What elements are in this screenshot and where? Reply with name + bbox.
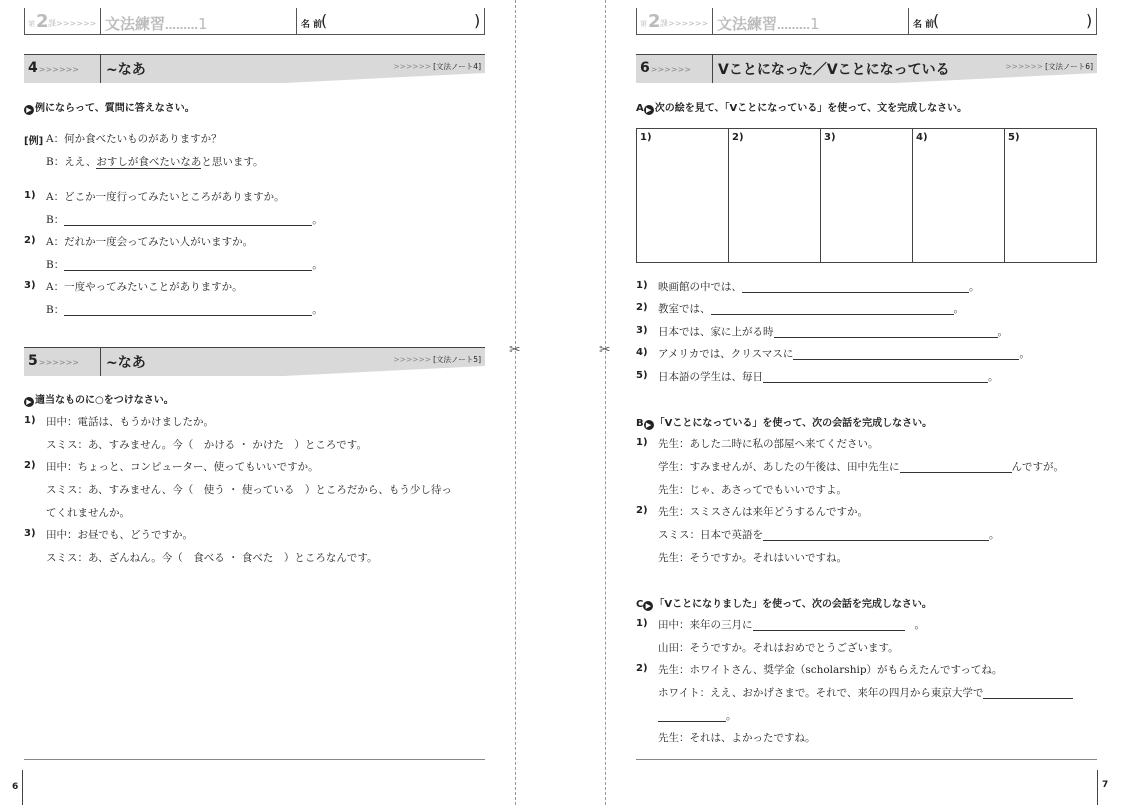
item-number: 3) (636, 325, 648, 336)
dialogue-line: ホワイト：ええ、おかげさまで。それで、来年の四月から東京大学で (658, 685, 1073, 700)
name-field-open[interactable]: ( (933, 11, 940, 30)
lesson-number: 2 (36, 11, 49, 32)
lesson-suffix: 課>>>>>> (48, 19, 97, 28)
item-number: 1) (636, 618, 648, 629)
dialogue-line: 先生：じゃ、あさってでもいいですよ。 (658, 484, 847, 496)
answer-blank[interactable] (64, 259, 312, 271)
picture-cell: 5) (1008, 132, 1020, 143)
dialogue-line: てくれませんか。 (46, 507, 130, 519)
footer-rule (24, 759, 485, 760)
example-tag: [例] (24, 136, 44, 147)
answer-blank[interactable] (711, 303, 954, 315)
sentence-line: アメリカでは、クリスマスに 。 (658, 348, 1030, 360)
name-field-close[interactable]: ) (1086, 11, 1093, 30)
dialogue-line: 先生：あした二時に私の部屋へ来てください。 (658, 438, 879, 450)
answer-blank[interactable] (774, 326, 998, 338)
answer-blank[interactable] (763, 529, 989, 541)
instruction-c: C ▶ 「Vことになりました」を使って、次の会話を完成しなさい。 (636, 599, 932, 610)
dialogue-line: 学生：すみませんが、あしたの午後は、田中先生に んですが。 (658, 461, 1064, 473)
dialogue-line: 。 (658, 708, 737, 723)
item-number: 2) (24, 235, 36, 246)
item-number: 2) (636, 302, 648, 313)
worksheet-title: 文法練習………1 (713, 8, 909, 34)
sentence-line: 映画館の中では、 。 (658, 281, 980, 293)
section-number: 6>>>>>> (640, 60, 691, 76)
page-number: 7 (1102, 780, 1109, 790)
dialogue-line: 先生：それは、よかったですね。 (658, 732, 816, 744)
dialogue-line: 先生：スミスさんは来年どうするんですか。 (658, 506, 868, 518)
section-title: ~なあ (106, 355, 146, 371)
answer-blank[interactable] (64, 214, 312, 226)
dialogue-line: 先生：ホワイトさん、奨学金（scholarship）がもらえたんですってね。 (658, 664, 1003, 676)
name-field-close[interactable]: ) (474, 11, 481, 30)
item-number: 2) (636, 505, 648, 516)
dialogue-line: スミス：あ、すみません。今（ かける ・ かけた ）ところです。 (46, 439, 367, 451)
lesson-suffix: 課>>>>>> (660, 19, 709, 28)
page-header (636, 8, 1097, 35)
section-number: 4>>>>>> (28, 60, 79, 76)
picture-cell: 1) (637, 129, 729, 262)
answer-blank[interactable] (983, 687, 1073, 699)
answer-blank[interactable] (64, 304, 312, 316)
picture-grid (636, 128, 1097, 263)
name-label: 名 前 (913, 20, 935, 30)
name-label: 名 前 (301, 20, 323, 30)
answer-b: B： 。 (46, 214, 323, 226)
dialogue-line: 田中：電話は、もうかけましたか。 (46, 416, 214, 428)
instruction-a: A ▶ 次の絵を見て、「Vことになっている」を使って、文を完成しなさい。 (636, 103, 968, 114)
dialogue-line: 田中：来年の三月に 。 (658, 619, 925, 631)
sentence-line: 日本語の学生は、毎日 。 (658, 371, 999, 383)
section-title: ~なあ (106, 62, 146, 78)
sentence-line: 教室では、 。 (658, 303, 964, 315)
answer-b: B： 。 (46, 304, 323, 316)
answer-blank[interactable] (658, 710, 726, 722)
example-b: B：ええ、おすしが食べたいなあと思います。 (46, 156, 264, 168)
lesson-number: 2 (648, 11, 661, 32)
example-a: A：何か食べたいものがありますか？ (46, 133, 222, 145)
lesson-prefix: 第 (640, 20, 647, 28)
item-number: 5) (636, 370, 648, 381)
item-number: 4) (636, 347, 648, 358)
lesson-prefix: 第 (28, 20, 35, 28)
instruction: ▶ 適当なものに○をつけなさい。 (24, 391, 174, 407)
dialogue-line: 山田：そうですか。それはおめでとうございます。 (658, 642, 899, 654)
item-number: 1) (24, 415, 36, 426)
answer-blank[interactable] (900, 461, 1012, 473)
item-number: 1) (636, 437, 648, 448)
item-number: 2) (24, 460, 36, 471)
dialogue-line: スミス：あ、すみません、今（ 使う ・ 使っている ）ところだから、もう少し待っ (46, 484, 452, 496)
scissors-icon: ✂ (509, 342, 521, 358)
item-number: 3) (24, 528, 36, 539)
instruction: ▶ 例にならって、質問に答えなさい。 (24, 99, 195, 115)
item-number: 1) (24, 190, 36, 201)
left-page (0, 0, 515, 805)
picture-cell: 3) (821, 129, 913, 262)
picture-cell: 2) (729, 129, 821, 262)
page-number: 6 (12, 782, 19, 792)
dialogue-line: 田中：ちょっと、コンピューター、使ってもいいですか。 (46, 461, 319, 473)
lesson-label (637, 8, 713, 34)
dialogue-line: スミス：日本で英語を 。 (658, 529, 1000, 541)
section-title: Vことになった／Vことになっている (718, 62, 950, 78)
item-number: 1) (636, 280, 648, 291)
dialogue-line: 先生：そうですか。それはいいですね。 (658, 552, 847, 564)
worksheet-title: 文法練習………1 (101, 8, 297, 34)
sentence-line: 日本では、家に上がる時 。 (658, 326, 1008, 338)
cut-line-left (515, 0, 516, 805)
dialogue-line: スミス：あ、ざんねん。今（ 食べる ・ 食べた ）ところなんです。 (46, 552, 378, 564)
answer-b: B： 。 (46, 259, 323, 271)
footer-rule (636, 759, 1097, 760)
lesson-label (25, 8, 101, 34)
grammar-note-ref: >>>>>> [文法ノート6] (1005, 62, 1093, 71)
answer-blank[interactable] (763, 371, 988, 383)
section-4-header (24, 54, 485, 82)
grammar-note-ref: >>>>>> [文法ノート4] (393, 62, 481, 71)
page-header (24, 8, 485, 35)
item-number: 3) (24, 280, 36, 291)
scissors-icon: ✂ (599, 342, 611, 358)
section-5-header (24, 347, 485, 375)
question-a: A：どこか一度行ってみたいところがありますか。 (46, 191, 285, 203)
picture-cell: 4) (913, 129, 1005, 262)
section-6-header (636, 54, 1097, 82)
answer-blank[interactable] (793, 348, 1019, 360)
item-number: 2) (636, 663, 648, 674)
grammar-note-ref: >>>>>> [文法ノート5] (393, 355, 481, 364)
name-field-open[interactable]: ( (321, 11, 328, 30)
instruction-b: B ▶ 「Vことになっている」を使って、次の会話を完成しなさい。 (636, 418, 933, 429)
question-a: A：一度やってみたいことがありますか。 (46, 281, 243, 293)
right-page (605, 0, 1127, 805)
question-a: A：だれか一度会ってみたい人がいますか。 (46, 236, 254, 248)
section-number: 5>>>>>> (28, 353, 79, 369)
dialogue-line: 田中：お昼でも、どうですか。 (46, 529, 193, 541)
answer-blank[interactable] (742, 281, 969, 293)
answer-blank[interactable] (753, 619, 905, 631)
